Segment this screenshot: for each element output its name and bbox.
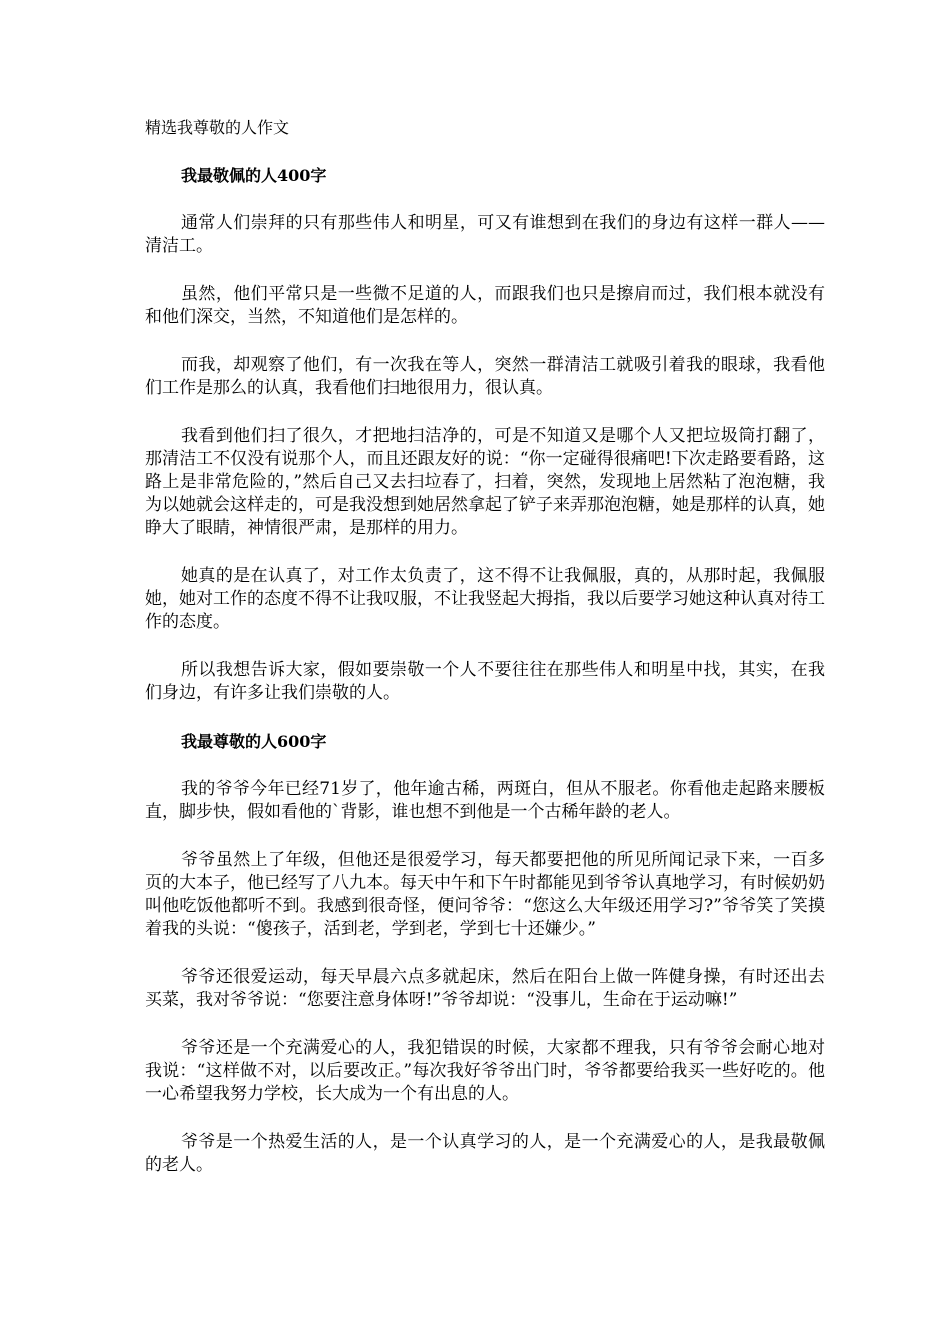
paragraph: 爷爷是一个热爱生活的人，是一个认真学习的人，是一个充满爱心的人，是我最敬佩的老人。 xyxy=(145,1132,825,1175)
document-page xyxy=(145,116,825,1202)
paragraph: 我的爷爷今年已经71岁了，他年逾古稀，两斑白，但从不服老。你看他走起路来腰板直，脚步快，假如看他的`背影，谁也想不到他是一个古稀年龄的老人。 xyxy=(145,779,825,822)
section-heading: 我最尊敬的人600字 xyxy=(181,732,327,751)
paragraph: 我看到他们扫了很久，才把地扫洁净的，可是不知道又是哪个人又把垃圾筒打翻了，那清洁工不仅没有说那个人，而且还跟友好的说：“你一定碰得很痛吧!下次走路要看路，这路上是非常危险的，”然后自己又去扫垃舂了，扫着，突然，发现地上居然粘了泡泡糖，我为以她就会这样走的，可是我没想到她居然拿起了铲子来弄那泡泡糖，她是那样的认真，她睁大了眼睛，神情很严肃，是那样的用力。 xyxy=(145,426,825,538)
section-1 xyxy=(145,164,825,705)
paragraph: 而我，却观察了他们，有一次我在等人，突然一群清洁工就吸引着我的眼球，我看他们工作是那么的认真，我看他们扫地很用力，很认真。 xyxy=(145,355,825,398)
paragraph: 虽然，他们平常只是一些微不足道的人，而跟我们也只是擦肩而过，我们根本就没有和他们深交，当然，不知道他们是怎样的。 xyxy=(145,284,825,327)
section-heading: 我最敬佩的人400字 xyxy=(181,166,327,185)
section-2 xyxy=(145,730,825,1177)
paragraph: 爷爷虽然上了年级，但他还是很爱学习，每天都要把他的所见所闻记录下来，一百多页的大本子，他已经写了八九本。每天中午和下午时都能见到爷爷认真地学习，有时候奶奶叫他吃饭他都听不到。我感到很奇怪，便问爷爷：“您这么大年级还用学习?”爷爷笑了笑摸着我的头说：“傻孩子，活到老，学到老，学到七十还嫌少。” xyxy=(145,850,825,939)
paragraph: 爷爷还是一个充满爱心的人，我犯错误的时候，大家都不理我，只有爷爷会耐心地对我说：“这样做不对，以后要改正。”每次我好爷爷出门时，爷爷都要给我买一些好吃的。他一心希望我努力学校，长大成为一个有出息的人。 xyxy=(145,1038,825,1104)
paragraph: 通常人们崇拜的只有那些伟人和明星，可又有谁想到在我们的身边有这样一群人——清洁工。 xyxy=(145,213,825,256)
paragraph: 所以我想告诉大家，假如要崇敬一个人不要往往在那些伟人和明星中找，其实，在我们身边，有许多让我们崇敬的人。 xyxy=(145,660,825,703)
document-title: 精选我尊敬的人作文 xyxy=(145,118,290,137)
paragraph: 爷爷还很爱运动，每天早晨六点多就起床，然后在阳台上做一阵健身操，有时还出去买菜，我对爷爷说：“您要注意身体呀!”爷爷却说：“没事儿，生命在于运动嘛!” xyxy=(145,967,825,1010)
paragraph: 她真的是在认真了，对工作太负责了，这不得不让我佩服，真的，从那时起，我佩服她，她对工作的态度不得不让我叹服，不让我竖起大拇指，我以后要学习她这种认真对待工作的态度。 xyxy=(145,566,825,632)
